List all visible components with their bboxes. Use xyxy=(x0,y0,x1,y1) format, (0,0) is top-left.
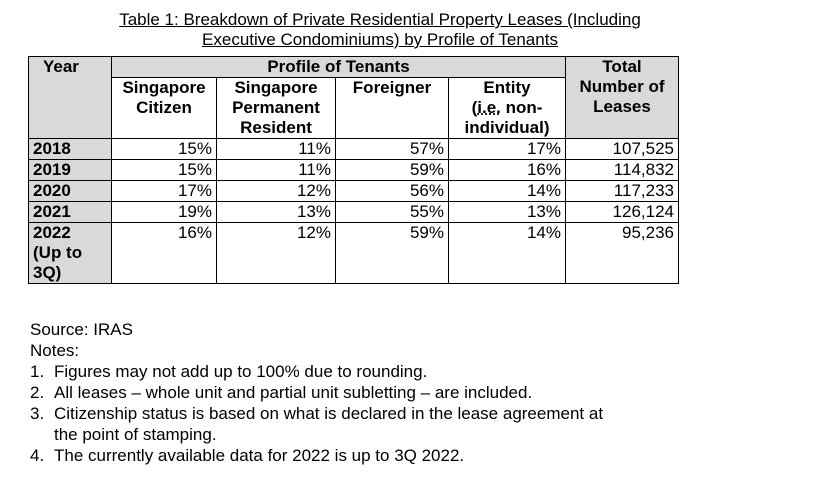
source-line: Source: IRAS xyxy=(30,320,133,339)
table-row xyxy=(29,223,679,284)
pr-cell: 11% xyxy=(217,139,336,160)
foreigner-cell: 56% xyxy=(336,181,449,202)
note-text: Figures may not add up to 100% due to rounding. xyxy=(54,362,428,381)
citizen-cell: 15% xyxy=(112,160,217,181)
year-cell xyxy=(29,181,112,202)
entity-header-non: non- xyxy=(500,98,543,117)
year-cell xyxy=(29,202,112,223)
note-text: All leases – whole unit and partial unit subletting – are included. xyxy=(54,383,533,402)
table-caption-line-1: Table 1: Breakdown of Private Residential Property Leases (Including xyxy=(119,10,641,29)
entity-cell: 14% xyxy=(449,181,566,202)
year-value: 2019 xyxy=(33,160,71,179)
entity-header-ie: i.e. xyxy=(477,98,501,117)
lease-breakdown-table xyxy=(28,56,679,284)
total-cell: 107,525 xyxy=(566,139,679,160)
total-cell: 95,236 xyxy=(566,223,679,284)
citizen-header-line-1: Singapore xyxy=(122,78,206,97)
singapore-pr-header xyxy=(217,78,336,139)
total-header-line-1: Total xyxy=(602,57,642,76)
table-row xyxy=(29,202,679,223)
note-item xyxy=(30,403,750,445)
citizen-cell: 19% xyxy=(112,202,217,223)
entity-cell: 14% xyxy=(449,223,566,284)
notes-heading: Notes: xyxy=(30,341,80,360)
note-number: 2. xyxy=(30,383,45,402)
pr-cell: 13% xyxy=(217,202,336,223)
total-header-line-3: Leases xyxy=(593,97,651,116)
year-value: 2018 xyxy=(33,139,71,158)
note-number: 3. xyxy=(30,404,45,423)
citizen-cell: 16% xyxy=(112,223,217,284)
note-text-continued: the point of stamping. xyxy=(54,425,217,444)
foreigner-cell: 57% xyxy=(336,139,449,160)
note-text: Citizenship status is based on what is declared in the lease agreement at xyxy=(54,404,604,423)
total-cell: 126,124 xyxy=(566,202,679,223)
entity-header-line-3: individual) xyxy=(464,118,550,137)
foreigner-header xyxy=(336,78,449,139)
note-number: 4. xyxy=(30,446,45,465)
note-item xyxy=(30,382,750,403)
year-value: 2021 xyxy=(33,202,71,221)
year-value-line-3: 3Q) xyxy=(33,263,62,282)
total-leases-header xyxy=(566,57,679,139)
notes-list xyxy=(30,361,750,466)
entity-cell: 17% xyxy=(449,139,566,160)
entity-header: Entity (i.e. non- individual) xyxy=(449,78,566,139)
pr-cell: 11% xyxy=(217,160,336,181)
table-caption-line-2: Executive Condominiums) by Profile of Tenants xyxy=(202,30,558,49)
table-wrapper xyxy=(28,56,679,284)
note-number: 1. xyxy=(30,362,45,381)
year-column-header xyxy=(29,57,112,139)
note-item xyxy=(30,445,750,466)
pr-cell: 12% xyxy=(217,181,336,202)
citizen-header-line-2: Citizen xyxy=(136,98,192,117)
entity-cell: 16% xyxy=(449,160,566,181)
entity-header-line-1: Entity xyxy=(483,78,531,97)
year-cell xyxy=(29,223,112,284)
total-header-line-2: Number of xyxy=(579,77,665,96)
year-value: 2022 xyxy=(33,223,71,242)
foreigner-header-label: Foreigner xyxy=(352,78,432,97)
total-cell: 117,233 xyxy=(566,181,679,202)
table-row xyxy=(29,139,679,160)
foreigner-cell: 59% xyxy=(336,223,449,284)
year-header-label: Year xyxy=(43,57,79,76)
foreigner-cell: 59% xyxy=(336,160,449,181)
note-item xyxy=(30,361,750,382)
singapore-citizen-header xyxy=(112,78,217,139)
foreigner-cell: 55% xyxy=(336,202,449,223)
pr-header-line-1: Singapore xyxy=(234,78,318,97)
table-row xyxy=(29,160,679,181)
entity-cell: 13% xyxy=(449,202,566,223)
profile-of-tenants-header xyxy=(112,57,566,78)
citizen-cell: 17% xyxy=(112,181,217,202)
note-text: The currently available data for 2022 is up to 3Q 2022. xyxy=(54,446,465,465)
total-cell: 114,832 xyxy=(566,160,679,181)
table-caption xyxy=(30,10,730,50)
profile-header-label: Profile of Tenants xyxy=(267,57,410,76)
notes-section xyxy=(30,319,750,466)
table-row xyxy=(29,181,679,202)
pr-header-line-3: Resident xyxy=(240,118,312,137)
pr-cell: 12% xyxy=(217,223,336,284)
year-value: 2020 xyxy=(33,181,71,200)
year-value-line-2: (Up to xyxy=(33,243,83,262)
citizen-cell: 15% xyxy=(112,139,217,160)
year-cell xyxy=(29,139,112,160)
pr-header-line-2: Permanent xyxy=(232,98,320,117)
year-cell xyxy=(29,160,112,181)
